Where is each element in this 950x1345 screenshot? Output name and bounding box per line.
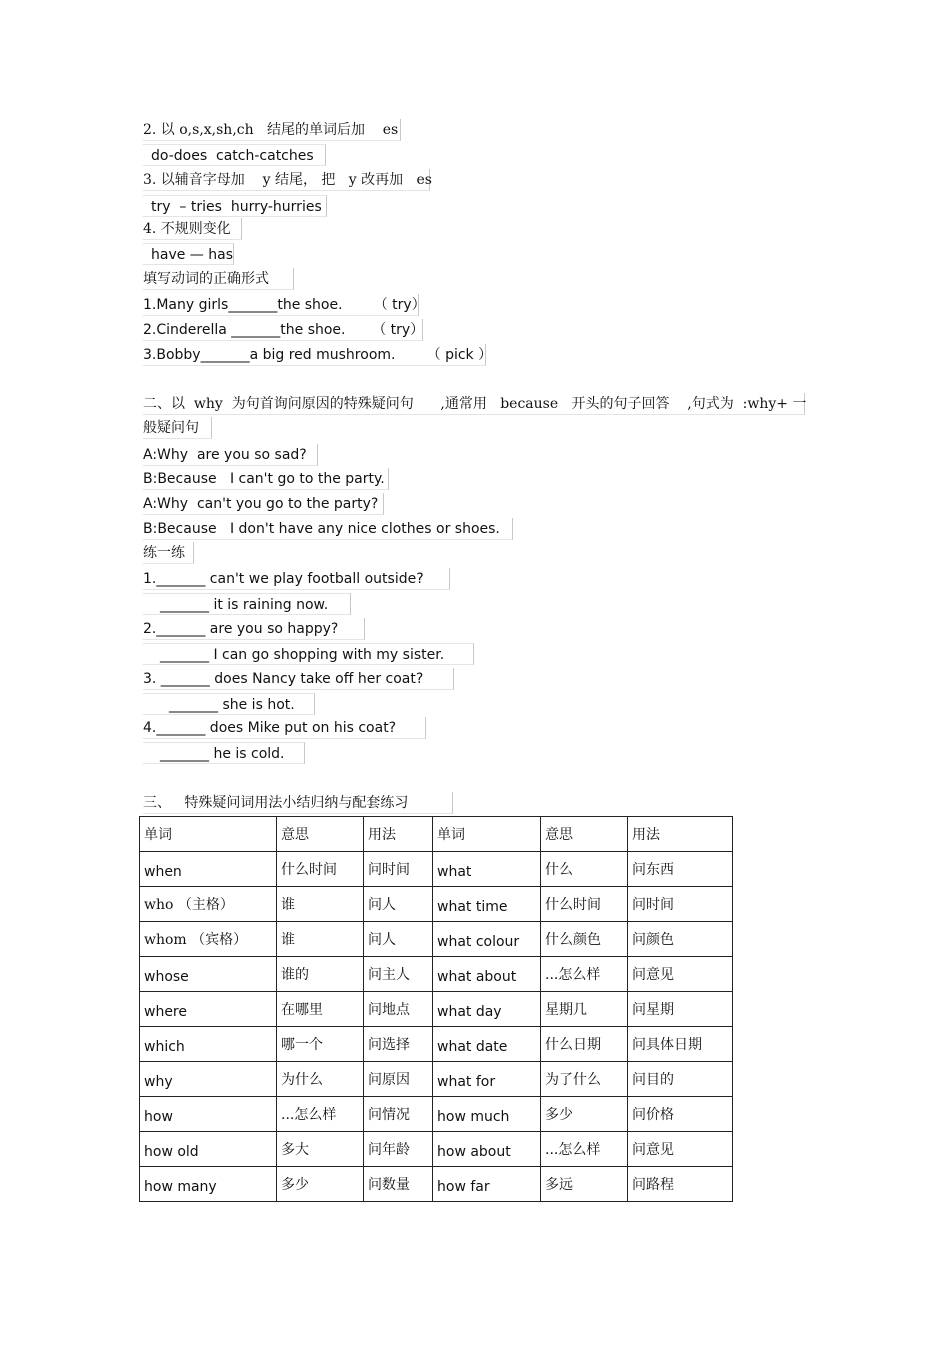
table-cell: 哪一个: [277, 1027, 364, 1062]
table-cell: 问意见: [628, 1132, 733, 1167]
table-cell: 问具体日期: [628, 1027, 733, 1062]
header-word-1: 单词: [140, 817, 277, 852]
table-cell: 问数量: [364, 1167, 433, 1202]
table-cell: 问目的: [628, 1062, 733, 1097]
practice-title: 练一练: [143, 542, 194, 564]
table-cell: what: [433, 852, 541, 887]
table-cell: 问情况: [364, 1097, 433, 1132]
dialog-line-4: B:Because I don't have any nice clothes or shoes.: [143, 518, 513, 540]
header-meaning-2: 意思: [541, 817, 628, 852]
practice-4-question: 4._______ does Mike put on his coat?: [143, 717, 426, 739]
header-usage-1: 用法: [364, 817, 433, 852]
practice-4-answer: _______ he is cold.: [143, 742, 305, 764]
table-cell: where: [140, 992, 277, 1027]
exercise-title: 填写动词的正确形式: [143, 268, 294, 290]
table-cell: 问选择: [364, 1027, 433, 1062]
section-2-heading-line-1: 二、以 why 为句首询问原因的特殊疑问句 ,通常用 because 开头的句子回答 ,句式为 :why+ 一: [143, 393, 805, 415]
practice-3-answer: _______ she is hot.: [143, 693, 315, 715]
table-header-row: [140, 817, 733, 852]
table-cell: whom （宾格）: [140, 922, 277, 957]
table-cell: 星期几: [541, 992, 628, 1027]
table-cell: ...怎么样: [541, 1132, 628, 1167]
table-cell: 问路程: [628, 1167, 733, 1202]
table-cell: how far: [433, 1167, 541, 1202]
table-cell: 问星期: [628, 992, 733, 1027]
table-cell: when: [140, 852, 277, 887]
table-cell: 多少: [277, 1167, 364, 1202]
table-cell: 为了什么: [541, 1062, 628, 1097]
practice-2-question: 2._______ are you so happy?: [143, 618, 365, 640]
practice-2-answer: _______ I can go shopping with my sister.: [143, 643, 474, 665]
rule-4-text: 4. 不规则变化: [143, 218, 242, 240]
dialog-line-1: A:Why are you so sad?: [143, 444, 318, 466]
practice-3-question: 3. _______ does Nancy take off her coat?: [143, 668, 454, 690]
table-cell: 什么颜色: [541, 922, 628, 957]
table-row: [140, 922, 733, 957]
table-cell: 问人: [364, 887, 433, 922]
table-cell: what for: [433, 1062, 541, 1097]
table-row: [140, 957, 733, 992]
rule-2-text: 2. 以 o,s,x,sh,ch 结尾的单词后加 es: [143, 119, 401, 141]
table-cell: 问颜色: [628, 922, 733, 957]
table-cell: 多大: [277, 1132, 364, 1167]
table-cell: 谁: [277, 922, 364, 957]
rule-4-example: have — has: [143, 243, 234, 265]
table-cell: 为什么: [277, 1062, 364, 1097]
table-cell: what date: [433, 1027, 541, 1062]
table-row: [140, 1132, 733, 1167]
table-cell: what time: [433, 887, 541, 922]
table-cell: 问原因: [364, 1062, 433, 1097]
table-cell: 问地点: [364, 992, 433, 1027]
table-cell: which: [140, 1027, 277, 1062]
table-cell: how much: [433, 1097, 541, 1132]
practice-1-answer: _______ it is raining now.: [143, 593, 351, 615]
table-cell: 问时间: [364, 852, 433, 887]
table-row: [140, 1027, 733, 1062]
table-cell: 问意见: [628, 957, 733, 992]
rule-3-example: try – tries hurry-hurries: [143, 195, 327, 217]
table-cell: why: [140, 1062, 277, 1097]
table-cell: 多远: [541, 1167, 628, 1202]
header-meaning-1: 意思: [277, 817, 364, 852]
table-cell: 多少: [541, 1097, 628, 1132]
exercise-3: 3.Bobby_______a big red mushroom. （ pick ）: [143, 344, 486, 366]
table-cell: 谁的: [277, 957, 364, 992]
table-cell: 什么时间: [541, 887, 628, 922]
table-cell: how many: [140, 1167, 277, 1202]
table-cell: 什么: [541, 852, 628, 887]
header-usage-2: 用法: [628, 817, 733, 852]
table-cell: ...怎么样: [541, 957, 628, 992]
rule-2-example: do-does catch-catches: [143, 144, 326, 166]
table-row: [140, 887, 733, 922]
table-cell: what day: [433, 992, 541, 1027]
section-3-heading: 三、 特殊疑问词用法小结归纳与配套练习: [143, 792, 453, 814]
table-cell: 问年龄: [364, 1132, 433, 1167]
question-words-table: [139, 816, 733, 1202]
table-cell: how: [140, 1097, 277, 1132]
practice-1-question: 1._______ can't we play football outside?: [143, 568, 450, 590]
table-cell: how about: [433, 1132, 541, 1167]
rule-3-text: 3. 以辅音字母加 y 结尾， 把 y 改再加 es: [143, 169, 430, 191]
exercise-1: 1.Many girls_______the shoe. （ try）: [143, 294, 419, 316]
table-cell: what about: [433, 957, 541, 992]
table-cell: how old: [140, 1132, 277, 1167]
table-cell: what colour: [433, 922, 541, 957]
table-cell: 问价格: [628, 1097, 733, 1132]
table-row: [140, 1062, 733, 1097]
table-cell: 什么时间: [277, 852, 364, 887]
table-row: [140, 1097, 733, 1132]
table-row: [140, 852, 733, 887]
dialog-line-2: B:Because I can't go to the party.: [143, 468, 389, 490]
table-cell: 谁: [277, 887, 364, 922]
exercise-2: 2.Cinderella _______the shoe. （ try）: [143, 319, 423, 341]
table-cell: who （主格）: [140, 887, 277, 922]
table-cell: 问东西: [628, 852, 733, 887]
table-cell: 问人: [364, 922, 433, 957]
table-cell: 什么日期: [541, 1027, 628, 1062]
table-cell: 在哪里: [277, 992, 364, 1027]
section-2-heading-line-2: 般疑问句: [143, 417, 212, 439]
header-word-2: 单词: [433, 817, 541, 852]
table-row: [140, 1167, 733, 1202]
dialog-line-3: A:Why can't you go to the party?: [143, 493, 384, 515]
table-cell: whose: [140, 957, 277, 992]
table-cell: ...怎么样: [277, 1097, 364, 1132]
table-cell: 问主人: [364, 957, 433, 992]
table-row: [140, 992, 733, 1027]
table-cell: 问时间: [628, 887, 733, 922]
